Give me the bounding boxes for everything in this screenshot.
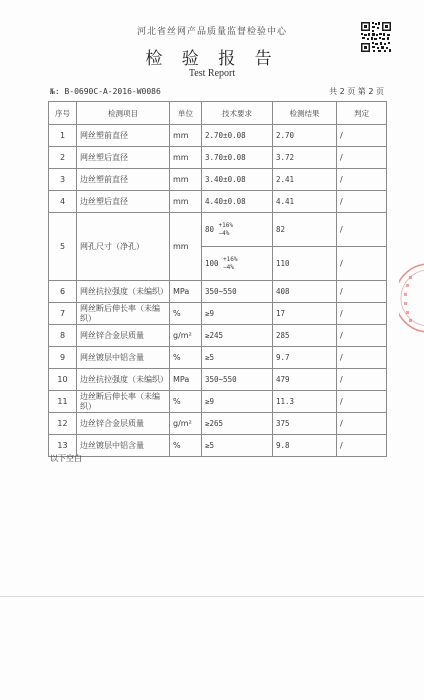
- row-unit: %: [170, 391, 202, 413]
- row-judgement: /: [337, 213, 387, 247]
- row-requirement: 350~550: [202, 369, 273, 391]
- row-seq: 7: [49, 303, 77, 325]
- row-judgement: /: [337, 325, 387, 347]
- row-requirement: ≥9: [202, 303, 273, 325]
- red-seal-stamp: [399, 262, 424, 334]
- row-seq: 5: [49, 213, 77, 281]
- row-result: 11.3: [273, 391, 337, 413]
- table-row: [49, 391, 387, 413]
- mesh-nominal-80: 80: [205, 224, 215, 234]
- page-info: 共 2 页 第 2 页: [329, 87, 384, 96]
- row-result: 285: [273, 325, 337, 347]
- row-item: 网丝镀层中铝含量: [77, 347, 170, 369]
- row-unit: %: [170, 347, 202, 369]
- col-result-header: 检测结果: [273, 102, 337, 125]
- table-row: [49, 169, 387, 191]
- table-row: [49, 281, 387, 303]
- row-item: 边丝断后伸长率（未编织）: [77, 391, 170, 413]
- table-header-row: [49, 102, 387, 125]
- row-item: 边丝抗拉强度（未编织）: [77, 369, 170, 391]
- row-requirement: [202, 213, 273, 247]
- row-judgement: /: [337, 247, 387, 281]
- table-row: [49, 191, 387, 213]
- row-requirement: 4.40±0.08: [202, 191, 273, 213]
- row-item: 网丝塑后直径: [77, 147, 170, 169]
- table-row: [49, 435, 387, 457]
- row-judgement: /: [337, 303, 387, 325]
- tolerance: [223, 256, 237, 272]
- row-result: 9.8: [273, 435, 337, 457]
- col-item-header: 检测项目: [77, 102, 170, 125]
- row-seq: 13: [49, 435, 77, 457]
- row-seq: 9: [49, 347, 77, 369]
- table-row: [49, 347, 387, 369]
- test-results-table: [48, 101, 387, 457]
- row-judgement: /: [337, 169, 387, 191]
- report-title-cn: 检 验 报 告: [145, 49, 279, 69]
- organization-name: 河北省丝网产品质量监督检验中心: [136, 27, 287, 37]
- row-result: 82: [273, 213, 337, 247]
- table-row: [49, 303, 387, 325]
- col-judgement-header: 判定: [337, 102, 387, 125]
- row-result: 17: [273, 303, 337, 325]
- row-requirement: 3.70±0.08: [202, 147, 273, 169]
- row-item: 网丝锌合金层质量: [77, 325, 170, 347]
- row-result: 2.41: [273, 169, 337, 191]
- table-row: [49, 213, 387, 247]
- row-unit: %: [170, 435, 202, 457]
- row-seq: 8: [49, 325, 77, 347]
- row-requirement: ≥245: [202, 325, 273, 347]
- row-item: 边丝塑前直径: [77, 169, 170, 191]
- row-judgement: /: [337, 391, 387, 413]
- row-unit: mm: [170, 213, 202, 281]
- row-unit: g/m²: [170, 413, 202, 435]
- col-requirement-header: 技术要求: [202, 102, 273, 125]
- row-item: 网丝塑前直径: [77, 125, 170, 147]
- row-requirement: ≥265: [202, 413, 273, 435]
- qr-code-icon: [360, 21, 392, 53]
- row-result: 2.70: [273, 125, 337, 147]
- row-requirement: [202, 247, 273, 281]
- tolerance-plus: +16%: [223, 255, 238, 263]
- row-unit: MPa: [170, 369, 202, 391]
- row-judgement: /: [337, 191, 387, 213]
- row-unit: mm: [170, 147, 202, 169]
- blank-below-note: 以下空白: [50, 454, 82, 463]
- row-unit: mm: [170, 191, 202, 213]
- row-unit: g/m²: [170, 325, 202, 347]
- report-title-en: Test Report: [188, 68, 236, 79]
- row-result: 375: [273, 413, 337, 435]
- tolerance-minus: −4%: [223, 263, 234, 271]
- row-requirement: ≥5: [202, 347, 273, 369]
- row-seq: 12: [49, 413, 77, 435]
- row-judgement: /: [337, 147, 387, 169]
- tolerance-plus: +16%: [218, 221, 233, 229]
- row-result: 479: [273, 369, 337, 391]
- col-seq-header: 序号: [49, 102, 77, 125]
- mesh-nominal-100: 100: [205, 258, 219, 268]
- table-row: [49, 369, 387, 391]
- page-edge-divider: [0, 596, 424, 597]
- row-unit: mm: [170, 125, 202, 147]
- row-result: 110: [273, 247, 337, 281]
- row-item: 网孔尺寸（净孔）: [77, 213, 170, 281]
- row-seq: 3: [49, 169, 77, 191]
- row-seq: 2: [49, 147, 77, 169]
- row-seq: 10: [49, 369, 77, 391]
- row-seq: 11: [49, 391, 77, 413]
- row-requirement: ≥9: [202, 391, 273, 413]
- row-unit: MPa: [170, 281, 202, 303]
- table-row: [49, 325, 387, 347]
- row-requirement: 2.70±0.08: [202, 125, 273, 147]
- table-row: [49, 147, 387, 169]
- tolerance-minus: −4%: [218, 229, 230, 237]
- row-judgement: /: [337, 369, 387, 391]
- row-requirement: 350~550: [202, 281, 273, 303]
- row-result: 4.41: [273, 191, 337, 213]
- col-unit-header: 单位: [170, 102, 202, 125]
- row-requirement: 3.40±0.08: [202, 169, 273, 191]
- row-item: 网丝抗拉强度（未编织）: [77, 281, 170, 303]
- report-number: №: B-0690C-A-2016-W0086: [50, 87, 161, 96]
- row-item: 边丝锌合金层质量: [77, 413, 170, 435]
- row-requirement: ≥5: [202, 435, 273, 457]
- row-judgement: /: [337, 347, 387, 369]
- row-result: 9.7: [273, 347, 337, 369]
- row-item: 边丝塑后直径: [77, 191, 170, 213]
- row-judgement: /: [337, 281, 387, 303]
- table-row: [49, 413, 387, 435]
- table-row: [49, 125, 387, 147]
- row-result: 408: [273, 281, 337, 303]
- row-seq: 1: [49, 125, 77, 147]
- row-item: 边丝镀层中铝含量: [77, 435, 170, 457]
- row-unit: %: [170, 303, 202, 325]
- row-seq: 6: [49, 281, 77, 303]
- row-judgement: /: [337, 413, 387, 435]
- row-seq: 4: [49, 191, 77, 213]
- tolerance: [219, 222, 233, 238]
- row-result: 3.72: [273, 147, 337, 169]
- row-unit: mm: [170, 169, 202, 191]
- row-item: 网丝断后伸长率（未编织）: [77, 303, 170, 325]
- row-judgement: /: [337, 125, 387, 147]
- row-judgement: /: [337, 435, 387, 457]
